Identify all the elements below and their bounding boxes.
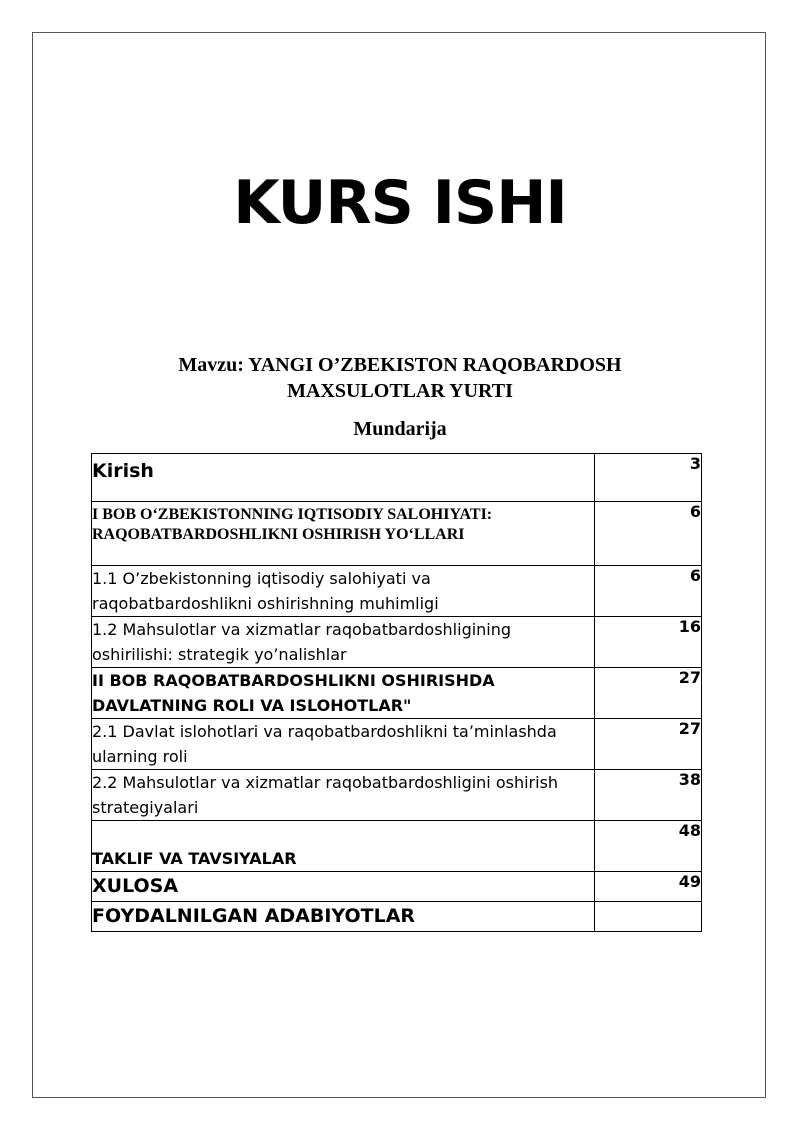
table-of-contents <box>91 453 702 932</box>
toc-entry-page: 6 <box>595 566 702 617</box>
toc-entry-title: 1.1 O’zbekistonning iqtisodiy salohiyati va raqobatbardoshlikni oshirishning muhimligi <box>92 566 595 617</box>
contents-heading: Mundarija <box>353 418 447 440</box>
toc-row-references <box>92 902 702 932</box>
toc-entry-title: I BOB O‘ZBEKISTONNING IQTISODIY SALOHIYATI: RAQOBATBARDOSHLIKNI OSHIRISH YO‘LLARI <box>92 502 595 566</box>
toc-row-intro <box>92 454 702 502</box>
toc-entry-page: 38 <box>595 770 702 821</box>
toc-entry-title: 2.2 Mahsulotlar va xizmatlar raqobatbardoshligini oshirish strategiyalari <box>92 770 595 821</box>
toc-row-section-2-1 <box>92 719 702 770</box>
toc-row-section-2-2 <box>92 770 702 821</box>
toc-entry-title: FOYDALNILGAN ADABIYOTLAR <box>92 902 595 932</box>
toc-row-chapter-1 <box>92 502 702 566</box>
toc-entry-title: 2.1 Davlat islohotlari va raqobatbardoshlikni ta’minlashda ularning roli <box>92 719 595 770</box>
toc-entry-title: 1.2 Mahsulotlar va xizmatlar raqobatbardoshligining oshirilishi: strategik yo’nalishlar <box>92 617 595 668</box>
toc-row-section-1-1 <box>92 566 702 617</box>
toc-row-recommendations <box>92 821 702 872</box>
toc-entry-page <box>595 902 702 932</box>
topic-line-1: Mavzu: YANGI O’ZBEKISTON RAQOBARDOSH <box>178 354 622 376</box>
toc-entry-page: 27 <box>595 719 702 770</box>
document-title: KURS ISHI <box>233 168 567 238</box>
toc-row-chapter-2 <box>92 668 702 719</box>
toc-entry-page: 3 <box>595 454 702 502</box>
toc-entry-page: 49 <box>595 872 702 902</box>
toc-entry-page: 6 <box>595 502 702 566</box>
toc-entry-title: XULOSA <box>92 872 595 902</box>
toc-entry-page: 16 <box>595 617 702 668</box>
toc-row-section-1-2 <box>92 617 702 668</box>
toc-entry-title: II BOB RAQOBATBARDOSHLIKNI OSHIRISHDA DAVLATNING ROLI VA ISLOHOTLAR" <box>92 668 595 719</box>
toc-entry-title: Kirish <box>92 454 595 502</box>
toc-entry-page: 48 <box>595 821 702 872</box>
toc-row-conclusion <box>92 872 702 902</box>
toc-entry-title: TAKLIF VA TAVSIYALAR <box>92 821 595 872</box>
topic <box>100 352 700 404</box>
topic-line-2: MAXSULOTLAR YURTI <box>287 380 513 402</box>
toc-entry-page: 27 <box>595 668 702 719</box>
